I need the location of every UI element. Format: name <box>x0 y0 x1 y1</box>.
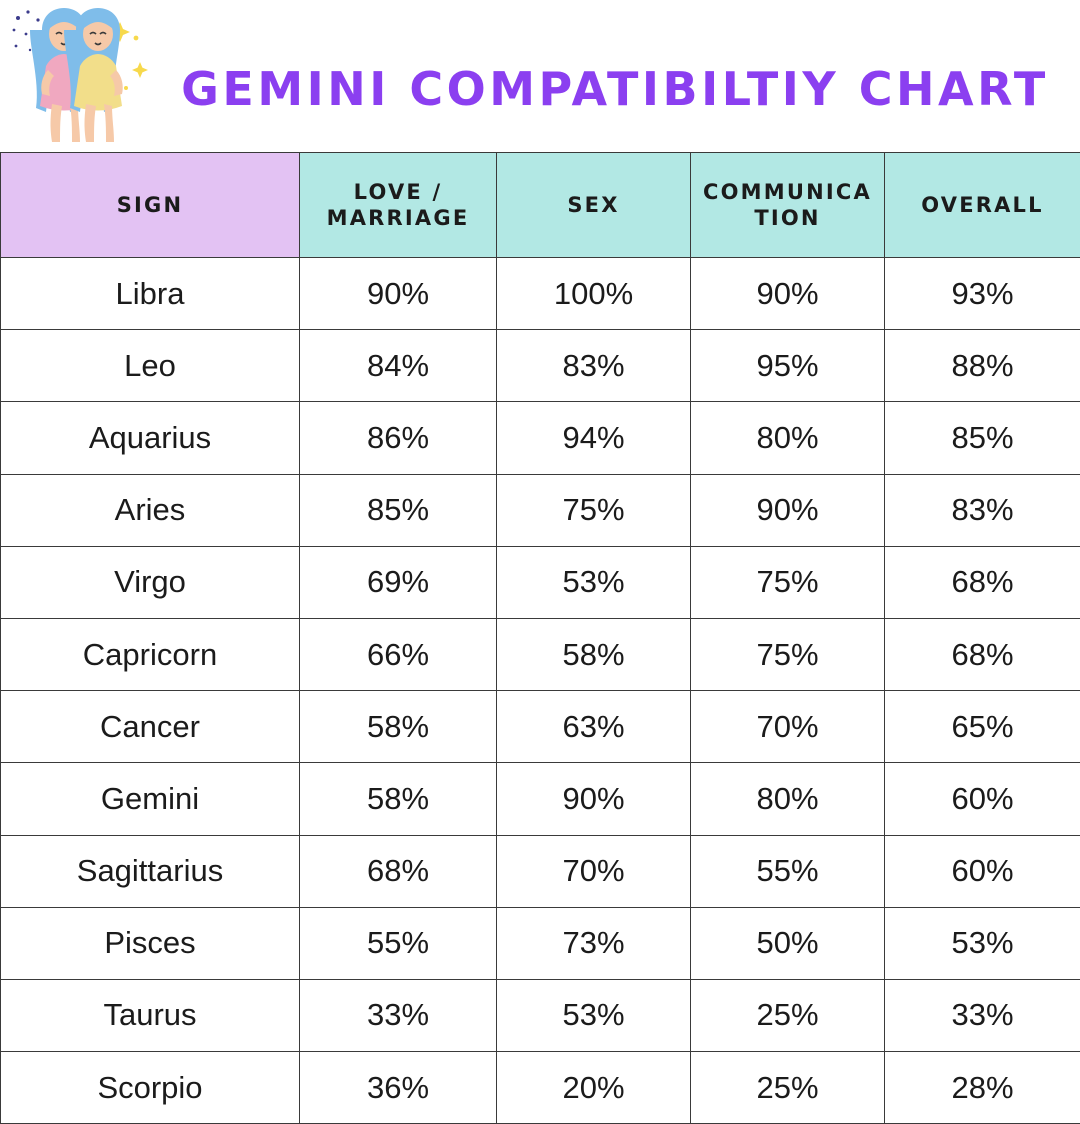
cell-sex: 73% <box>497 907 691 979</box>
cell-overall: 65% <box>885 691 1080 763</box>
table-row <box>1 691 1080 763</box>
table-row <box>1 763 1080 835</box>
cell-sign: Virgo <box>1 546 300 618</box>
page-title: GEMINI COMPATIBILTIY CHART <box>160 66 1070 112</box>
table-row <box>1 835 1080 907</box>
cell-sex: 63% <box>497 691 691 763</box>
cell-overall: 68% <box>885 618 1080 690</box>
column-header-sign: SIGN <box>1 153 300 258</box>
cell-sex: 94% <box>497 402 691 474</box>
cell-communication: 55% <box>691 835 885 907</box>
cell-sign: Aquarius <box>1 402 300 474</box>
cell-communication: 70% <box>691 691 885 763</box>
cell-love: 84% <box>300 330 497 402</box>
column-header-communication: COMMUNICA TION <box>691 153 885 258</box>
table-row <box>1 546 1080 618</box>
cell-communication: 75% <box>691 618 885 690</box>
cell-sign: Pisces <box>1 907 300 979</box>
cell-sign: Sagittarius <box>1 835 300 907</box>
cell-sex: 83% <box>497 330 691 402</box>
cell-overall: 85% <box>885 402 1080 474</box>
table-row <box>1 979 1080 1051</box>
cell-love: 90% <box>300 258 497 330</box>
cell-communication: 90% <box>691 258 885 330</box>
cell-overall: 60% <box>885 835 1080 907</box>
column-header-sex: SEX <box>497 153 691 258</box>
cell-communication: 95% <box>691 330 885 402</box>
cell-sign: Gemini <box>1 763 300 835</box>
column-header-love-marriage: LOVE / MARRIAGE <box>300 153 497 258</box>
cell-love: 36% <box>300 1052 497 1124</box>
cell-communication: 80% <box>691 402 885 474</box>
cell-love: 85% <box>300 474 497 546</box>
cell-sex: 53% <box>497 546 691 618</box>
cell-overall: 83% <box>885 474 1080 546</box>
cell-sign: Taurus <box>1 979 300 1051</box>
cell-communication: 25% <box>691 979 885 1051</box>
cell-overall: 68% <box>885 546 1080 618</box>
gemini-twins-illustration-icon <box>0 0 160 152</box>
table-row <box>1 474 1080 546</box>
cell-communication: 75% <box>691 546 885 618</box>
cell-sex: 20% <box>497 1052 691 1124</box>
cell-overall: 28% <box>885 1052 1080 1124</box>
cell-sex: 53% <box>497 979 691 1051</box>
cell-communication: 80% <box>691 763 885 835</box>
cell-sex: 100% <box>497 258 691 330</box>
cell-sex: 70% <box>497 835 691 907</box>
cell-love: 33% <box>300 979 497 1051</box>
cell-overall: 93% <box>885 258 1080 330</box>
table-row <box>1 330 1080 402</box>
cell-overall: 33% <box>885 979 1080 1051</box>
cell-sign: Scorpio <box>1 1052 300 1124</box>
table-row <box>1 258 1080 330</box>
cell-love: 86% <box>300 402 497 474</box>
table-row <box>1 618 1080 690</box>
table-row <box>1 1052 1080 1124</box>
table-header-row <box>1 153 1080 258</box>
cell-sex: 58% <box>497 618 691 690</box>
cell-sign: Cancer <box>1 691 300 763</box>
cell-sign: Libra <box>1 258 300 330</box>
cell-sign: Leo <box>1 330 300 402</box>
cell-overall: 60% <box>885 763 1080 835</box>
column-header-overall: OVERALL <box>885 153 1080 258</box>
table-row <box>1 402 1080 474</box>
table-row <box>1 907 1080 979</box>
cell-love: 55% <box>300 907 497 979</box>
chart-header <box>0 0 1080 152</box>
cell-love: 66% <box>300 618 497 690</box>
cell-overall: 53% <box>885 907 1080 979</box>
cell-sign: Aries <box>1 474 300 546</box>
cell-communication: 90% <box>691 474 885 546</box>
cell-love: 58% <box>300 763 497 835</box>
cell-love: 58% <box>300 691 497 763</box>
cell-sex: 90% <box>497 763 691 835</box>
cell-communication: 25% <box>691 1052 885 1124</box>
cell-love: 69% <box>300 546 497 618</box>
cell-communication: 50% <box>691 907 885 979</box>
cell-love: 68% <box>300 835 497 907</box>
compatibility-table <box>0 152 1080 1124</box>
cell-sign: Capricorn <box>1 618 300 690</box>
cell-overall: 88% <box>885 330 1080 402</box>
cell-sex: 75% <box>497 474 691 546</box>
